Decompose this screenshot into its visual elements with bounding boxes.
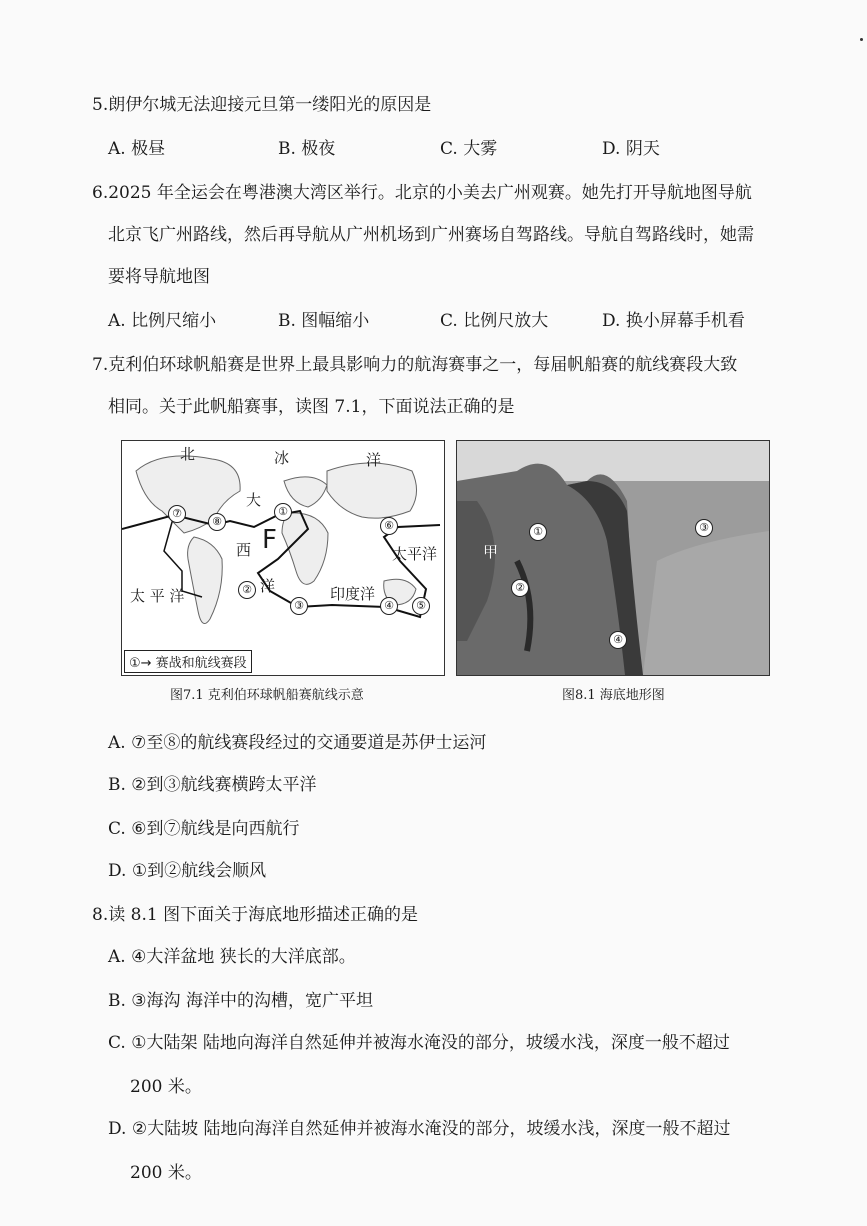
seafloor-label-3: ③ (695, 519, 713, 537)
map-label-da: 大 (246, 491, 262, 509)
seafloor-label-1: ① (529, 523, 547, 541)
station-6: ⑥ (380, 517, 398, 535)
q6-line-1: 6.2025 年全运会在粤港澳大湾区举行。北京的小美去广州观赛。她先打开导航地图导航 (92, 183, 752, 203)
map-label-xi: 西 (236, 541, 252, 559)
station-7: ⑦ (168, 505, 186, 523)
corner-dot (860, 38, 863, 41)
map-label-f: F (262, 525, 277, 555)
q5-option-a: A. 极昼 (108, 139, 166, 159)
station-4: ④ (380, 597, 398, 615)
q7-option-b: B. ②到③航线赛横跨太平洋 (108, 775, 317, 795)
q8-stem: 8.读 8.1 图下面关于海底地形描述正确的是 (92, 905, 419, 925)
q5-stem: 5.朗伊尔城无法迎接元旦第一缕阳光的原因是 (92, 95, 432, 115)
q6-option-b: B. 图幅缩小 (278, 311, 370, 331)
map-label-ice: 冰 (274, 449, 290, 467)
map-label-yang-2: 洋 (260, 577, 276, 595)
q6-option-a: A. 比例尺缩小 (108, 311, 217, 331)
q6-line-2: 北京飞广州路线，然后再导航从广州机场到广州赛场自驾路线。导航自驾路线时，她需 (108, 225, 754, 245)
map-label-indian-ocean: 印度洋 (330, 585, 376, 603)
figure-8-1-seafloor (456, 440, 770, 676)
seafloor-label-4: ④ (609, 631, 627, 649)
station-5: ⑤ (412, 597, 430, 615)
seafloor-label-2: ② (511, 579, 529, 597)
q7-line-1: 7.克利伯环球帆船赛是世界上最具影响力的航海赛事之一，每届帆船赛的航线赛段大致 (92, 355, 738, 375)
seafloor-label-jia: 甲 (483, 543, 499, 561)
q5-option-c: C. 大雾 (440, 139, 498, 159)
map-label-north: 北 (180, 445, 196, 463)
map-label-pacific-left: 太 平 洋 (130, 587, 185, 605)
station-1: ① (274, 503, 292, 521)
q5-option-d: D. 阴天 (602, 139, 660, 159)
q8-option-b: B. ③海沟 海洋中的沟槽，宽广平坦 (108, 991, 373, 1011)
figure-8-1-caption: 图8.1 海底地形图 (562, 688, 665, 703)
q6-option-d: D. 换小屏幕手机看 (602, 311, 745, 331)
q7-option-a: A. ⑦至⑧的航线赛段经过的交通要道是苏伊士运河 (108, 733, 487, 753)
q8-option-c-cont: 200 米。 (130, 1077, 202, 1097)
q8-option-d-cont: 200 米。 (130, 1163, 202, 1183)
q7-line-2: 相同。关于此帆船赛事，读图 7.1，下面说法正确的是 (108, 397, 515, 417)
map-label-yang: 洋 (366, 451, 382, 469)
figure-7-1-caption: 图7.1 克利伯环球帆船赛航线示意 (170, 688, 364, 703)
q6-line-3: 要将导航地图 (108, 267, 210, 287)
map-label-pacific-right: 太平洋 (392, 545, 438, 563)
station-2: ② (238, 581, 256, 599)
q8-option-c: C. ①大陆架 陆地向海洋自然延伸并被海水淹没的部分，坡缓水浅，深度一般不超过 (108, 1033, 730, 1053)
map-legend: ①→ 赛战和航线赛段 (124, 650, 252, 673)
q7-option-d: D. ①到②航线会顺风 (108, 861, 267, 881)
q6-option-c: C. 比例尺放大 (440, 311, 549, 331)
figure-7-1-route-map (121, 440, 445, 676)
q8-option-a: A. ④大洋盆地 狭长的大洋底部。 (108, 947, 356, 967)
q7-option-c: C. ⑥到⑦航线是向西航行 (108, 819, 300, 839)
station-8: ⑧ (208, 513, 226, 531)
station-3: ③ (290, 597, 308, 615)
q8-option-d: D. ②大陆坡 陆地向海洋自然延伸并被海水淹没的部分，坡缓水浅，深度一般不超过 (108, 1119, 731, 1139)
q5-option-b: B. 极夜 (278, 139, 336, 159)
